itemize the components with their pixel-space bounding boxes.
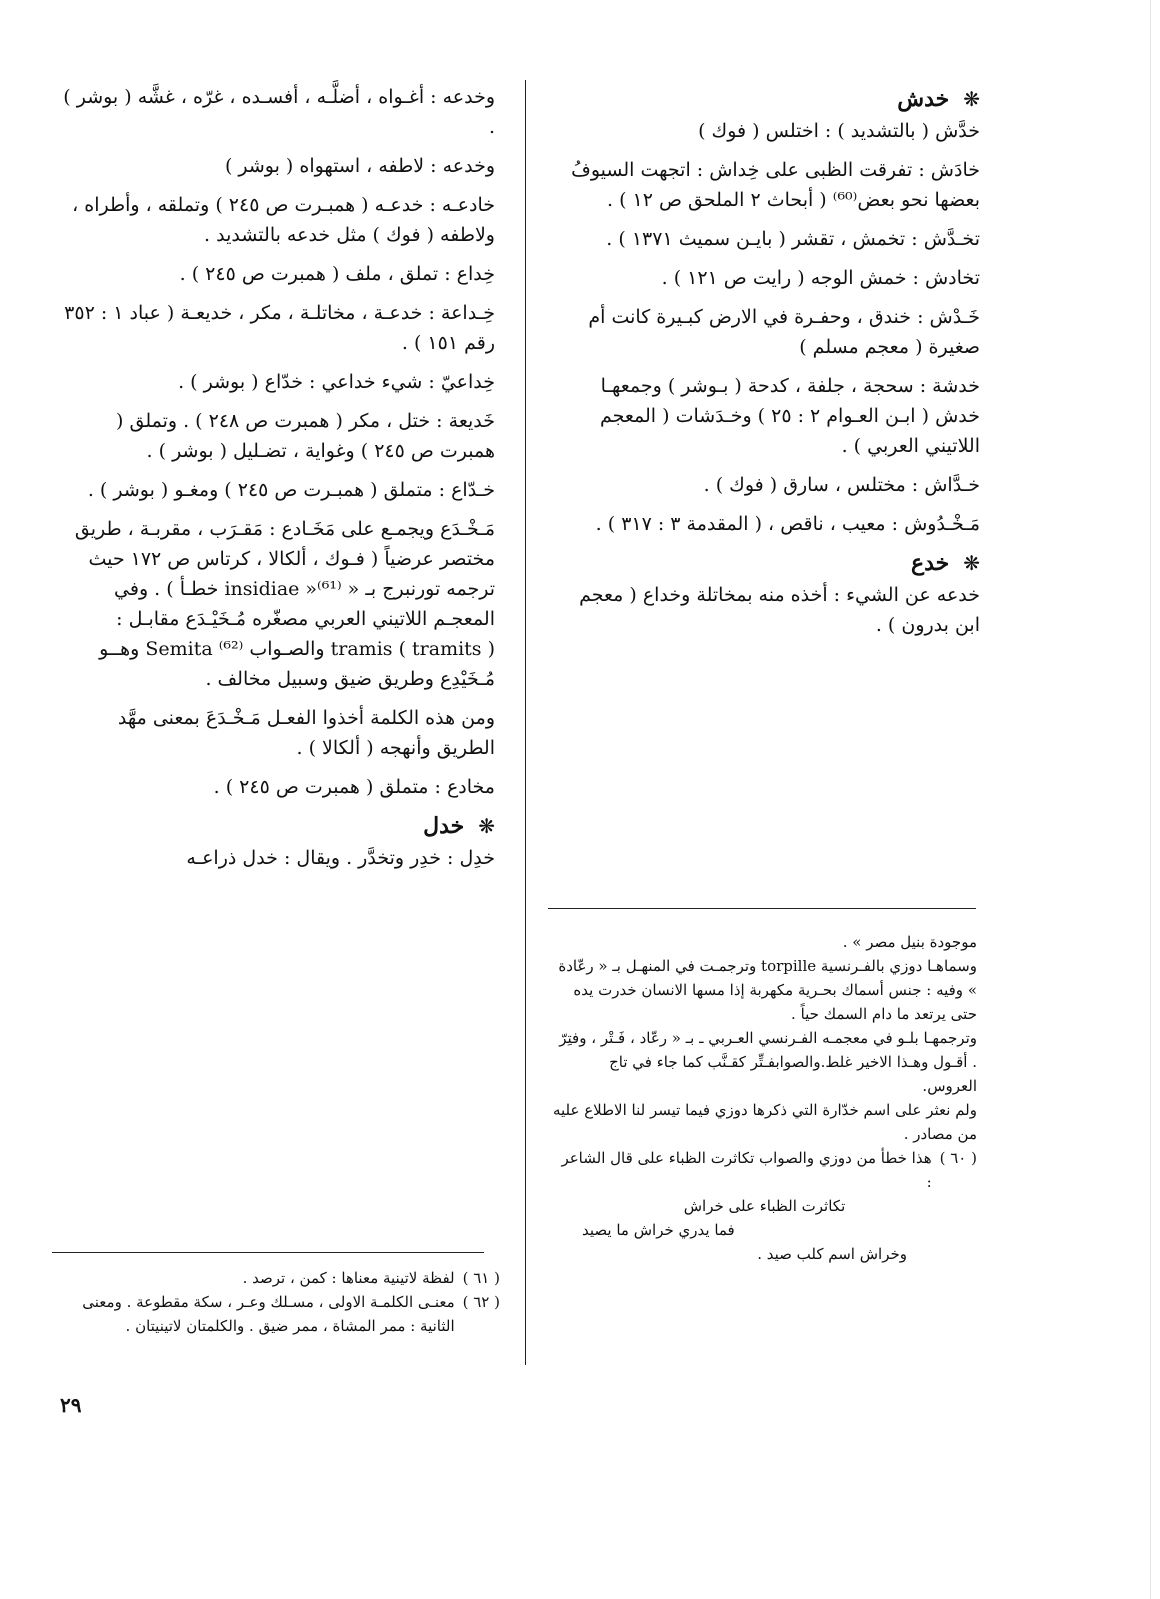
left-column [55,82,495,882]
right-column [560,82,980,649]
entry: خادعـه : خدعـه ( همبـرت ص ٢٤٥ ) وتملقه ، وأطراه ، ولاطفه ( فوك ) مثل خدعه بالتشديد . [72,194,495,246]
entry: خـدّاع : متملق ( همبـرت ص ٢٤٥ ) ومغـو ( بوشر ) . [87,479,495,501]
entry: مَـخْـدَع ويجمـع على مَخَـادع : مَقـرَب ، مقربـة ، طريق مختصر عرضياً ( فـوك ، ألكالا ، كرتاس ص ١٧٢ حيث ترجمه تورنبرج بـ « insidiae »⁽⁶¹⁾ خطـأ ) . وفي المعجـم اللاتيني العربي مصغّره مُـخَيْـدَع مقابـل : tramis ( tramits ) والصـواب Semita ⁽⁶²⁾ وهــو مُـخَيْدِع وطريق ضيق وسبيل مخالف . [74,518,495,690]
entry: وخدعه : لاطفه ، استهواه ( بوشر ) [224,155,495,177]
footnote-61: ( ٦١ ) لفظة لاتينية معناها : كمن ، ترصد . [242,1269,500,1287]
right-footnotes: موجودة بنيل مصر » . وسماهـا دوزي بالفـرنسية torpille وترجمـت في المنهـل بـ « رعّادة » وفيه : جنس أسماك بحـرية مكهربة إذا مسها الانسان خدرت يده حتى يرتعد ما دام السمك حياً . وترجمهـا بلـو في معجمـه الفـرنسي العـربي ـ بـ « رعّاد ، فَـتْر ، وفتِرّ . أقـول وهـذا الاخير غلط.والصوابفـتِّر كقـنَّب كما جاء في تاج العروس. ولم نعثر على اسم خدّارة التي ذكرها دوزي فيما تيسر لنا الاطلاع عليه من مصادر . ( ٦٠ ) هذا خطأ من دوزي والصواب تكاثرت الظباء على قال الشاعر : تكاثرت الظباء على خراش فما يدري خراش ما يصيد وخراش اسم كلب صيد . [552,933,977,1263]
entry: خَديعة : ختل ، مكر ( همبرت ص ٢٤٨ ) . وتملق ( همبرت ص ٢٤٥ ) وغواية ، تضـليل ( بوشر ) . [116,410,495,462]
footnote-rule-right [548,908,976,909]
heading-khadal [55,811,495,841]
entry: مَـخْـدُوش : معيب ، ناقص ، ( المقدمة ٣ : ٣١٧ ) . [595,513,980,535]
asterisk-icon: ❋ [963,87,980,111]
entry: خِداعيّ : شيء خداعي : خدّاع ( بوشر ) . [178,371,495,393]
scan-edge [1150,0,1151,1599]
footnote-62: ( ٦٢ ) معنـى الكلمـة الاولى ، مسـلك وعـر ، سكة مقطوعة . ومعنى الثانية : ممر المشاة ، ممر ضيق . والكلمتان لاتينيتان . [82,1293,500,1335]
page-number: ٢٩ [60,1393,82,1417]
footnote-60: ( ٦٠ ) هذا خطأ من دوزي والصواب تكاثرت الظباء على قال الشاعر : [561,1149,977,1191]
entry: خـدَّاش : مختلس ، سارق ( فوك ) . [703,474,980,496]
entry: خدِل : خدِر وتخدَّر . ويقال : خدل ذراعـه [186,847,495,869]
entry: مخادع : متملق ( همبرت ص ٢٤٥ ) . [213,776,495,798]
footnote-rule-left [52,1252,484,1253]
entry: خدشة : سحجة ، جلفة ، كدحة ( بـوشر ) وجمعهـا خدش ( ابـن العـوام ٢ : ٢٥ ) وخـدَشات ( المعجم اللاتيني العربي ) . [599,375,980,457]
entry: خَـدْش : خندق ، وحفـرة في الارض كبـيرة كانت أم صغيرة ( معجم مسلم ) [588,306,980,358]
heading-text: خدش [897,86,950,112]
entry: خدَّش ( بالتشديد ) : اختلس ( فوك ) [698,120,980,142]
heading-khada [560,548,980,578]
asterisk-icon: ❋ [478,814,495,838]
entry: خِـداعة : خدعـة ، مخاتلـة ، مكر ، خديعـة ( عباد ١ : ٣٥٢ رقم ١٥١ ) . [64,302,495,354]
entry: خادَش : تفرقت الظبى على خِداش : اتجهت السيوفُ بعضها نحو بعض⁽⁶⁰⁾ ( أبحاث ٢ الملحق ص ١٢ ) . [571,159,980,211]
heading-khadash [560,84,980,114]
entry: ومن هذه الكلمة أخذوا الفعـل مَـخْـدَعَ بمعنى مهَّد الطريق وأنهجه ( ألكالا ) . [117,707,495,759]
heading-text: خدل [423,813,465,839]
heading-text: خدع [910,550,950,576]
entry: خِداع : تملق ، ملف ( همبرت ص ٢٤٥ ) . [179,263,495,285]
entry: وخدعه : أغـواه ، أضلَّـه ، أفسـده ، غرّه ، غشَّه ( بوشر ) . [63,86,495,138]
entry: تخادش : خمش الوجه ( رايت ص ١٢١ ) . [661,267,980,289]
entry: خدعه عن الشيء : أخذه منه بمخاتلة وخداع ( معجم ابن بدرون ) . [579,584,980,636]
asterisk-icon: ❋ [963,551,980,575]
entry: تخـدَّش : تخمش ، تقشر ( بايـن سميث ١٣٧١ ) . [606,228,980,250]
column-divider [525,80,526,1365]
left-footnotes [45,1266,500,1338]
